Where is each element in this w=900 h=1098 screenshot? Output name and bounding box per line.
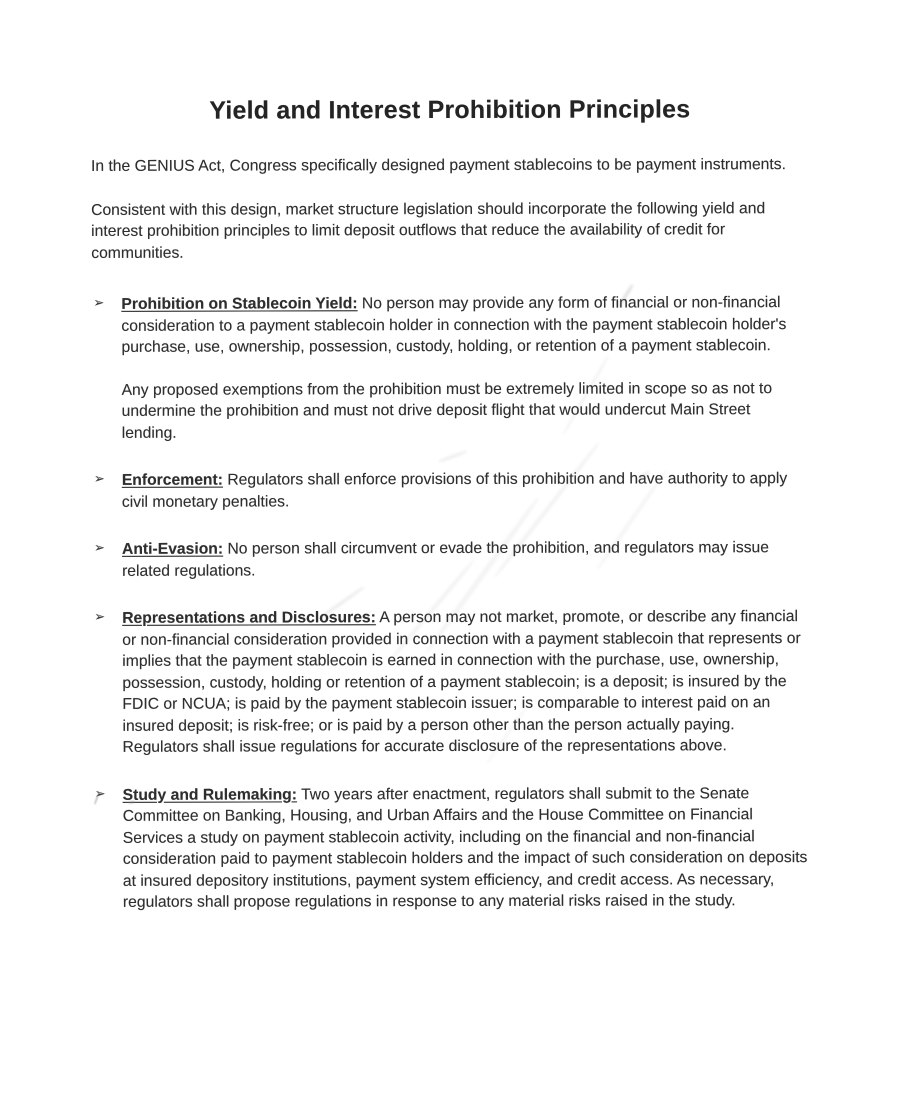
bullet-label: Study and Rulemaking: <box>122 785 297 804</box>
bullet-paragraph <box>122 468 810 513</box>
bullet-arrow-icon: ➢ <box>94 608 106 624</box>
bullet-paragraph <box>122 606 810 758</box>
list-item-study-rulemaking <box>93 783 811 914</box>
bullet-arrow-icon: ➢ <box>93 539 105 555</box>
bullet-arrow-icon: ➢ <box>93 470 105 486</box>
bullet-text: No person may provide any form of financial or non-financial consideration to a payment stablecoin holder in connection with the payment stablecoin holder's purchase, use, ownership, possession, custody, holding, or retention of a payment stablecoin. <box>121 294 787 356</box>
bullet-text: A person may not market, promote, or describe any financial or non-financial consideration provided in connection with a payment stablecoin that represents or implies that the payment stablecoin is earned in connection with the purchase, use, ownership, possession, custody, holding or retention of a payment stablecoin; is a deposit; is insured by the FDIC or NCUA; is paid by the payment stablecoin issuer; is comparable to interest paid on an insured deposit; is risk-free; or is paid by a person other than the person actually paying. Regulators shall issue regulations for accurate disclosure of the representations above. <box>122 608 801 756</box>
page-title: Yield and Interest Prohibition Principles <box>209 95 691 125</box>
list-item-representations <box>92 606 810 758</box>
bullet-label: Enforcement: <box>121 471 223 489</box>
list-item-prohibition <box>91 292 809 444</box>
bullet-arrow-icon: ➢ <box>94 785 106 801</box>
bullet-continuation: Any proposed exemptions from the prohibition must be extremely limited in scope so as not to undermine the prohibition and must not drive deposit flight that would undercut Main Street lending. <box>121 379 773 442</box>
intro-paragraph-1: In the GENIUS Act, Congress specifically designed payment stablecoins to be payment instruments. <box>90 156 786 175</box>
bullet-arrow-icon: ➢ <box>93 294 105 310</box>
bullet-text: Two years after enactment, regulators shall submit to the Senate Committee on Banking, Housing, and Urban Affairs and the House Committee on Financial Services a study on payment stablecoin activity, including on the financial and non-financial consideration paid to payment stablecoin holders and the impact of such consideration on deposits at insured depository institutions, payment system efficiency, and credit access. As necessary, regulators shall propose regulations in response to any material risks raised in the study. <box>122 784 808 911</box>
bullet-paragraph <box>121 292 809 358</box>
bullet-paragraph <box>122 537 810 582</box>
list-item-anti-evasion <box>92 537 810 582</box>
bullet-paragraph <box>123 783 811 914</box>
list-item-enforcement <box>92 468 810 513</box>
intro-paragraph-2: Consistent with this design, market structure legislation should incorporate the following yield and interest prohibition principles to limit deposit outflows that reduce the availability of credit for communities. <box>91 199 766 262</box>
bullet-text: Regulators shall enforce provisions of this prohibition and have authority to apply civil monetary penalties. <box>121 470 788 511</box>
principles-list <box>91 292 811 913</box>
bullet-label: Prohibition on Stablecoin Yield: <box>121 295 358 313</box>
bullet-text: No person shall circumvent or evade the prohibition, and regulators may issue related regulations. <box>122 539 770 580</box>
bullet-label: Anti-Evasion: <box>121 540 224 558</box>
bullet-label: Representations and Disclosures: <box>122 609 376 627</box>
